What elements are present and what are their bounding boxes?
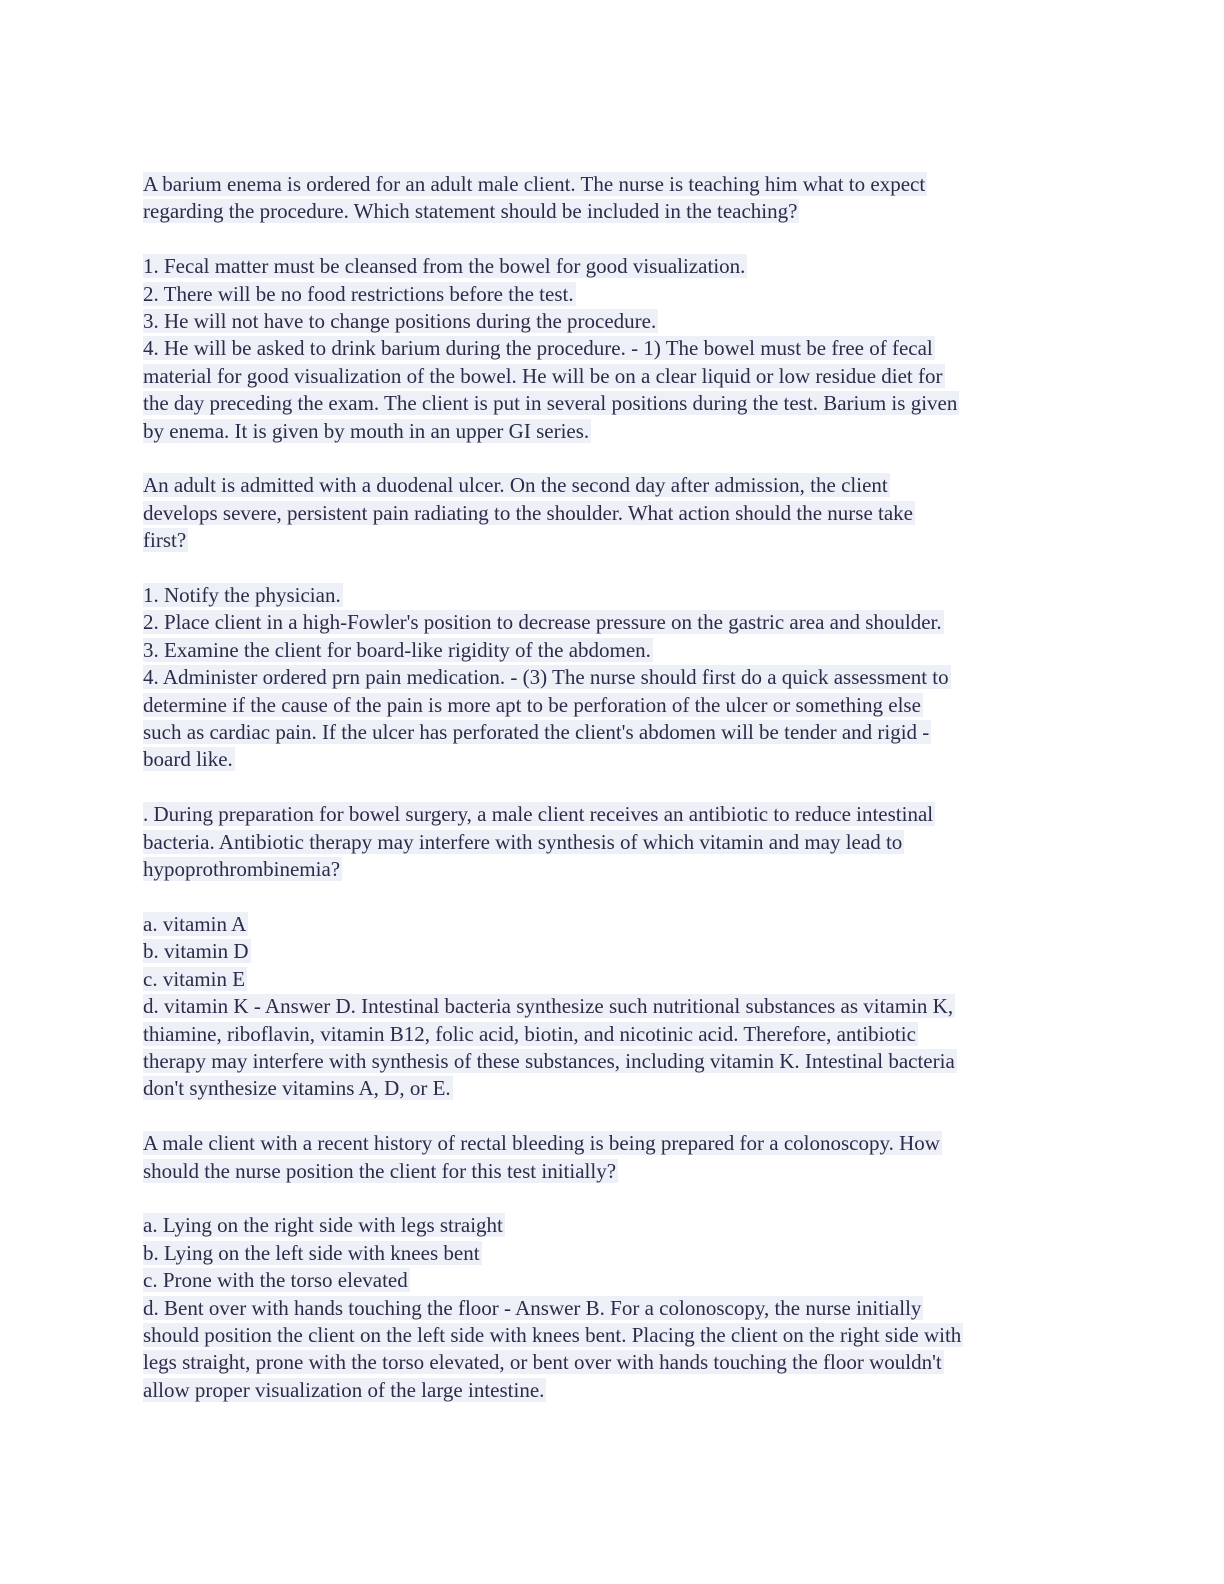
q1-options bbox=[143, 253, 1083, 445]
text-line bbox=[143, 1048, 1083, 1075]
text-line bbox=[143, 335, 1083, 362]
paragraph-gap bbox=[143, 774, 1083, 801]
text-line-content: 1. Notify the physician. bbox=[143, 583, 341, 608]
text-line-content: allow proper visualization of the large intestine. bbox=[143, 1377, 545, 1402]
text-line bbox=[143, 308, 1083, 335]
text-line-content: don't synthesize vitamins A, D, or E. bbox=[143, 1076, 451, 1101]
text-line bbox=[143, 637, 1083, 664]
text-line-content: legs straight, prone with the torso elevated, or bent over with hands touching the floor wouldn't bbox=[143, 1350, 942, 1375]
text-line-content: An adult is admitted with a duodenal ulcer. On the second day after admission, the client bbox=[143, 473, 888, 498]
text-line-content: 3. Examine the client for board-like rigidity of the abdomen. bbox=[143, 637, 651, 662]
text-line bbox=[143, 418, 1083, 445]
q4-stem bbox=[143, 1130, 1083, 1185]
text-line bbox=[143, 1075, 1083, 1102]
text-line bbox=[143, 692, 1083, 719]
text-line bbox=[143, 363, 1083, 390]
text-line-content: thiamine, riboflavin, vitamin B12, folic acid, biotin, and nicotinic acid. Therefore, antibiotic bbox=[143, 1021, 916, 1046]
text-line bbox=[143, 527, 1083, 554]
text-line-content: d. vitamin K - Answer D. Intestinal bacteria synthesize such nutritional substances as vitamin K, bbox=[143, 994, 954, 1019]
text-line-content: a. vitamin A bbox=[143, 911, 247, 936]
text-line bbox=[143, 1267, 1083, 1294]
text-line bbox=[143, 171, 1083, 198]
q3-options bbox=[143, 911, 1083, 1103]
text-line bbox=[143, 1021, 1083, 1048]
text-line bbox=[143, 390, 1083, 417]
text-line-content: board like. bbox=[143, 747, 233, 772]
text-line bbox=[143, 801, 1083, 828]
q2-options bbox=[143, 582, 1083, 774]
text-line-content: material for good visualization of the bowel. He will be on a clear liquid or low residue diet for bbox=[143, 363, 943, 388]
text-line-content: A male client with a recent history of rectal bleeding is being prepared for a colonoscopy. How bbox=[143, 1131, 940, 1156]
text-line-content: 3. He will not have to change positions during the procedure. bbox=[143, 309, 657, 334]
text-line bbox=[143, 1349, 1083, 1376]
q2-stem bbox=[143, 472, 1083, 554]
text-line-content: 4. He will be asked to drink barium during the procedure. - 1) The bowel must be free of fecal bbox=[143, 336, 933, 361]
text-line bbox=[143, 1377, 1083, 1404]
text-line bbox=[143, 472, 1083, 499]
text-line-content: b. vitamin D bbox=[143, 939, 249, 964]
text-line bbox=[143, 993, 1083, 1020]
text-line-content: 4. Administer ordered prn pain medication. - (3) The nurse should first do a quick assessment to bbox=[143, 665, 949, 690]
text-line bbox=[143, 609, 1083, 636]
text-line-content: therapy may interfere with synthesis of these substances, including vitamin K. Intestinal bacteria bbox=[143, 1048, 955, 1073]
text-line-content: should the nurse position the client for this test initially? bbox=[143, 1158, 617, 1183]
paragraph-gap bbox=[143, 884, 1083, 911]
text-line-content: 2. Place client in a high-Fowler's position to decrease pressure on the gastric area and shoulder. bbox=[143, 610, 942, 635]
text-line bbox=[143, 664, 1083, 691]
text-line-content: develops severe, persistent pain radiating to the shoulder. What action should the nurse take bbox=[143, 500, 913, 525]
text-line bbox=[143, 1240, 1083, 1267]
text-line-content: . During preparation for bowel surgery, a male client receives an antibiotic to reduce intestinal bbox=[143, 802, 934, 827]
text-line-content: A barium enema is ordered for an adult male client. The nurse is teaching him what to expect bbox=[143, 172, 926, 196]
text-line bbox=[143, 1322, 1083, 1349]
text-line bbox=[143, 1212, 1083, 1239]
text-line bbox=[143, 829, 1083, 856]
q3-stem bbox=[143, 801, 1083, 883]
text-line-content: c. Prone with the torso elevated bbox=[143, 1268, 408, 1293]
text-line bbox=[143, 1158, 1083, 1185]
q1-stem bbox=[143, 171, 1083, 226]
text-line bbox=[143, 746, 1083, 773]
text-line-content: first? bbox=[143, 528, 187, 553]
text-line-content: should position the client on the left side with knees bent. Placing the client on the right side with bbox=[143, 1322, 962, 1347]
text-line-content: a. Lying on the right side with legs straight bbox=[143, 1213, 503, 1238]
text-line bbox=[143, 198, 1083, 225]
text-line-content: bacteria. Antibiotic therapy may interfere with synthesis of which vitamin and may lead to bbox=[143, 829, 903, 854]
text-line bbox=[143, 281, 1083, 308]
text-line bbox=[143, 856, 1083, 883]
text-line bbox=[143, 1295, 1083, 1322]
text-line-content: 2. There will be no food restrictions before the test. bbox=[143, 281, 574, 306]
text-line bbox=[143, 911, 1083, 938]
text-line-content: b. Lying on the left side with knees bent bbox=[143, 1240, 480, 1265]
text-line bbox=[143, 719, 1083, 746]
text-line bbox=[143, 938, 1083, 965]
text-line-content: regarding the procedure. Which statement should be included in the teaching? bbox=[143, 199, 798, 224]
text-line-content: the day preceding the exam. The client is put in several positions during the test. Barium is given bbox=[143, 391, 958, 416]
text-line bbox=[143, 500, 1083, 527]
paragraph-gap bbox=[143, 226, 1083, 253]
text-line bbox=[143, 253, 1083, 280]
paragraph-gap bbox=[143, 555, 1083, 582]
text-line-content: c. vitamin E bbox=[143, 966, 246, 991]
text-line-content: 1. Fecal matter must be cleansed from the bowel for good visualization. bbox=[143, 254, 746, 279]
text-line bbox=[143, 582, 1083, 609]
text-line-content: such as cardiac pain. If the ulcer has perforated the client's abdomen will be tender and rigid - bbox=[143, 720, 930, 745]
paragraph-gap bbox=[143, 445, 1083, 472]
text-line bbox=[143, 966, 1083, 993]
paragraph-gap bbox=[143, 1185, 1083, 1212]
q4-options bbox=[143, 1212, 1083, 1404]
text-line-content: determine if the cause of the pain is more apt to be perforation of the ulcer or something else bbox=[143, 692, 921, 717]
document-page bbox=[143, 171, 1083, 1404]
text-line-content: by enema. It is given by mouth in an upper GI series. bbox=[143, 418, 590, 443]
text-line bbox=[143, 1130, 1083, 1157]
paragraph-gap bbox=[143, 1103, 1083, 1130]
text-line-content: hypoprothrombinemia? bbox=[143, 857, 341, 882]
text-line-content: d. Bent over with hands touching the floor - Answer B. For a colonoscopy, the nurse initially bbox=[143, 1295, 922, 1320]
